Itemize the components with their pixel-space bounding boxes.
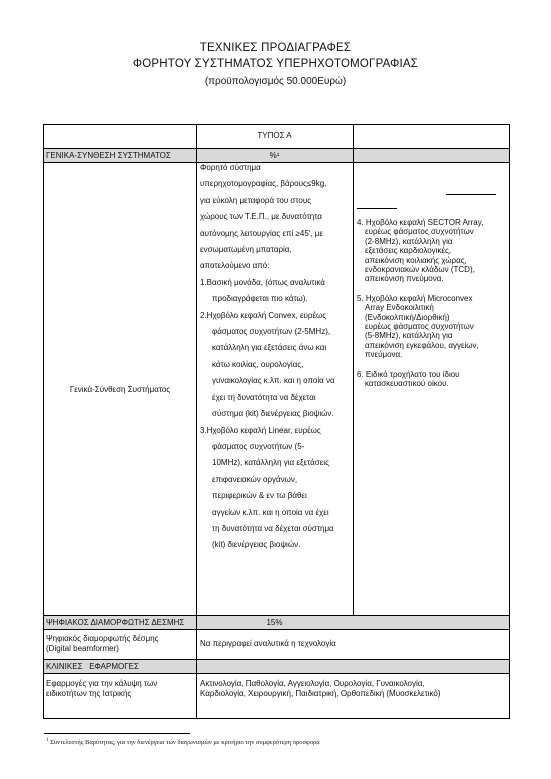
probe-item-line: εξετάσεις καρδιολογικές,: [365, 246, 452, 256]
spec-line: χώρους των Τ.Ε.Π., με δυνατότητα: [200, 212, 322, 222]
probe-item-line: (Ενδοκολπική/Διορθική): [365, 312, 450, 322]
probe-item-line: απεικόνιση εγκεφάλου, αγγείων,: [365, 340, 479, 350]
beam-detail-label-2: (Digital beamformer): [46, 644, 119, 653]
blank-line: [357, 208, 397, 209]
spec-line: προδιαγράφεται πιο κάτω).: [212, 294, 308, 304]
probe-item-head: 4. Ηχοβόλο κεφαλή SECTOR Array,: [357, 218, 484, 227]
row-divider: [43, 673, 510, 674]
spec-line: 10MHz), κατάλληλη για εξετάσεις: [212, 458, 329, 468]
probe-item-line: ευρέως φάσματος συχνοτήτων: [365, 227, 474, 237]
spec-line: αποτελούμενο από:: [200, 261, 270, 271]
probe-item-line: ευρέως φάσματος συχνοτήτων: [365, 322, 474, 332]
spec-line: έχει τη δυνατότητα να δέχεται: [212, 392, 316, 402]
spec-line: 2.Ηχοβόλο κεφαλή Convex, ευρέως: [200, 310, 327, 320]
probe-item-line: πνεύμονα.: [365, 350, 403, 360]
probe-item: [357, 218, 507, 284]
spec-line: επιφανειακών οργάνων,: [212, 474, 298, 484]
probe-item-line: απεικόνιση πνεύμονα.: [365, 274, 444, 284]
clinical-detail-value-2: Καρδιολογία, Χειρουργική, Παιδιατρική, Ορθοπεδική (Μυοσκελετικό): [200, 689, 441, 698]
blank-line: [446, 194, 496, 195]
spec-line: ενσωματωμένη μπαταρία,: [200, 245, 292, 255]
clinical-detail-label-2: ειδικοτήτων της Ιατρικής: [46, 689, 132, 698]
spec-line: φάσματος συχνοτήτων (2-5MHz),: [212, 327, 331, 337]
row-divider: [43, 615, 510, 616]
doc-title: ΤΕΧΝΙΚΕΣ ΠΡΟΔΙΑΓΡΑΦΕΣ: [199, 42, 352, 54]
probe-item-line: (5-8MHz), κατάλληλη για: [365, 331, 453, 341]
row-divider: [43, 659, 510, 660]
row-divider: [43, 148, 510, 149]
spec-line: κάτω κοιλίας, ουρολογίας,: [212, 359, 304, 369]
clinical-detail-label-1: Εφαρμογές για την κάλυψη των: [46, 679, 158, 688]
footnote-separator: [44, 733, 190, 734]
spec-line: τη δυνατότητα να δέχεται σύστημα: [212, 523, 334, 533]
col-divider: [353, 124, 354, 162]
beam-label: ΨΗΦΙΑΚΟΣ ΔΙΑΜΟΡΦΩΤΗΣ ΔΕΣΜΗΣ: [46, 618, 185, 627]
col-divider: [353, 162, 354, 615]
type-header: ΤΥΠΟΣ Α: [257, 131, 292, 140]
footnote: [46, 738, 320, 746]
spec-line: για εύκολη μεταφορά του στους: [200, 195, 312, 205]
general-label: ΓΕΝΙΚΑ-ΣΥΝΘΕΣΗ ΣΥΣΤΗΜΑΤΟΣ: [46, 151, 171, 160]
beam-detail-value: Να περιγραφεί αναλυτικά η τεχνολογία: [200, 639, 336, 648]
spec-line: φάσματος συχνοτήτων (5-: [212, 441, 305, 451]
probe-item-line: ενδοκρανιακών κλάδων (TCD),: [365, 265, 475, 275]
probe-item-head: 5. Ηχοβόλο κεφαλή Microconvex: [357, 293, 473, 303]
beam-weight: 15%: [266, 618, 283, 627]
spec-line: κατάλληλη για εξετάσεις άνω και: [212, 343, 327, 353]
spec-description: [200, 160, 352, 554]
probe-item: [357, 370, 507, 389]
spec-line: περιφερικών & εν τω βάθει: [212, 491, 307, 501]
spec-line: 3.Ηχοβόλο κεφαλή Linear, ευρέως: [200, 425, 321, 435]
clinical-label: ΚΛΙΝΙΚΕΣ ΕΦΑΡΜΟΓΕΣ: [46, 662, 139, 671]
clinical-detail-value-1: Ακτινολογία, Παθολογία, Αγγειολογία, Ουρολογία, Γυναικολογία,: [200, 679, 425, 688]
spec-line: (kit) διενέργειας βιοψιών.: [212, 540, 301, 550]
footnote-mark: 1: [46, 738, 49, 743]
probe-item-head: 6. Ειδικό τροχήλατο του ίδιου: [357, 369, 460, 379]
spec-line: Φορητό σύστημα: [200, 163, 261, 172]
probe-list: [357, 218, 507, 399]
footnote-text: Συντελεστής Βαρύτητας, για την διενέργεια των διαγωνισμών με κριτήριο την συμφερότερη προσφορά: [50, 739, 320, 747]
spec-line: 1.Βασική μονάδα, (όπως αναλυτικά: [200, 277, 325, 287]
probe-item-line: Array Ενδοκοιλιτική: [365, 303, 434, 313]
probe-item: [357, 294, 507, 360]
probe-item-line: απεικόνιση κοιλιακής χώρας,: [365, 255, 467, 265]
general-weight: %¹: [269, 151, 280, 160]
row-divider: [43, 629, 510, 630]
spec-line: αγγείων κ.λπ. και η οποία να έχει: [212, 507, 329, 517]
spec-line: γυναικολογίας κ.λπ. και η οποία να: [212, 376, 335, 386]
probe-item-line: (2-8MHz), κατάλληλη για: [365, 236, 453, 246]
probe-item-line: κατασκευαστικού οίκου.: [365, 379, 449, 389]
doc-subtitle: ΦΟΡΗΤΟΥ ΣΥΣΤΗΜΑΤΟΣ ΥΠΕΡΗΧΟΤΟΜΟΓΡΑΦΙΑΣ: [132, 58, 419, 70]
general-detail-label: Γενικά-Σύνθεση Συστήματος: [69, 385, 171, 394]
spec-line: υπερηχοτομογραφίας, βάρους≤9kg,: [200, 179, 327, 189]
col-divider: [196, 124, 197, 719]
budget-note: (προϋπολογισμός 50.000Ευρώ): [204, 76, 347, 87]
spec-line: αυτόνομης λειτουργίας επί ≥45', με: [200, 228, 323, 238]
beam-detail-label-1: Ψηφιακός διαμορφωτής δέσμης: [46, 634, 159, 643]
spec-line: σύστημα (kit) διενέργειας βιοψιών.: [212, 409, 334, 419]
